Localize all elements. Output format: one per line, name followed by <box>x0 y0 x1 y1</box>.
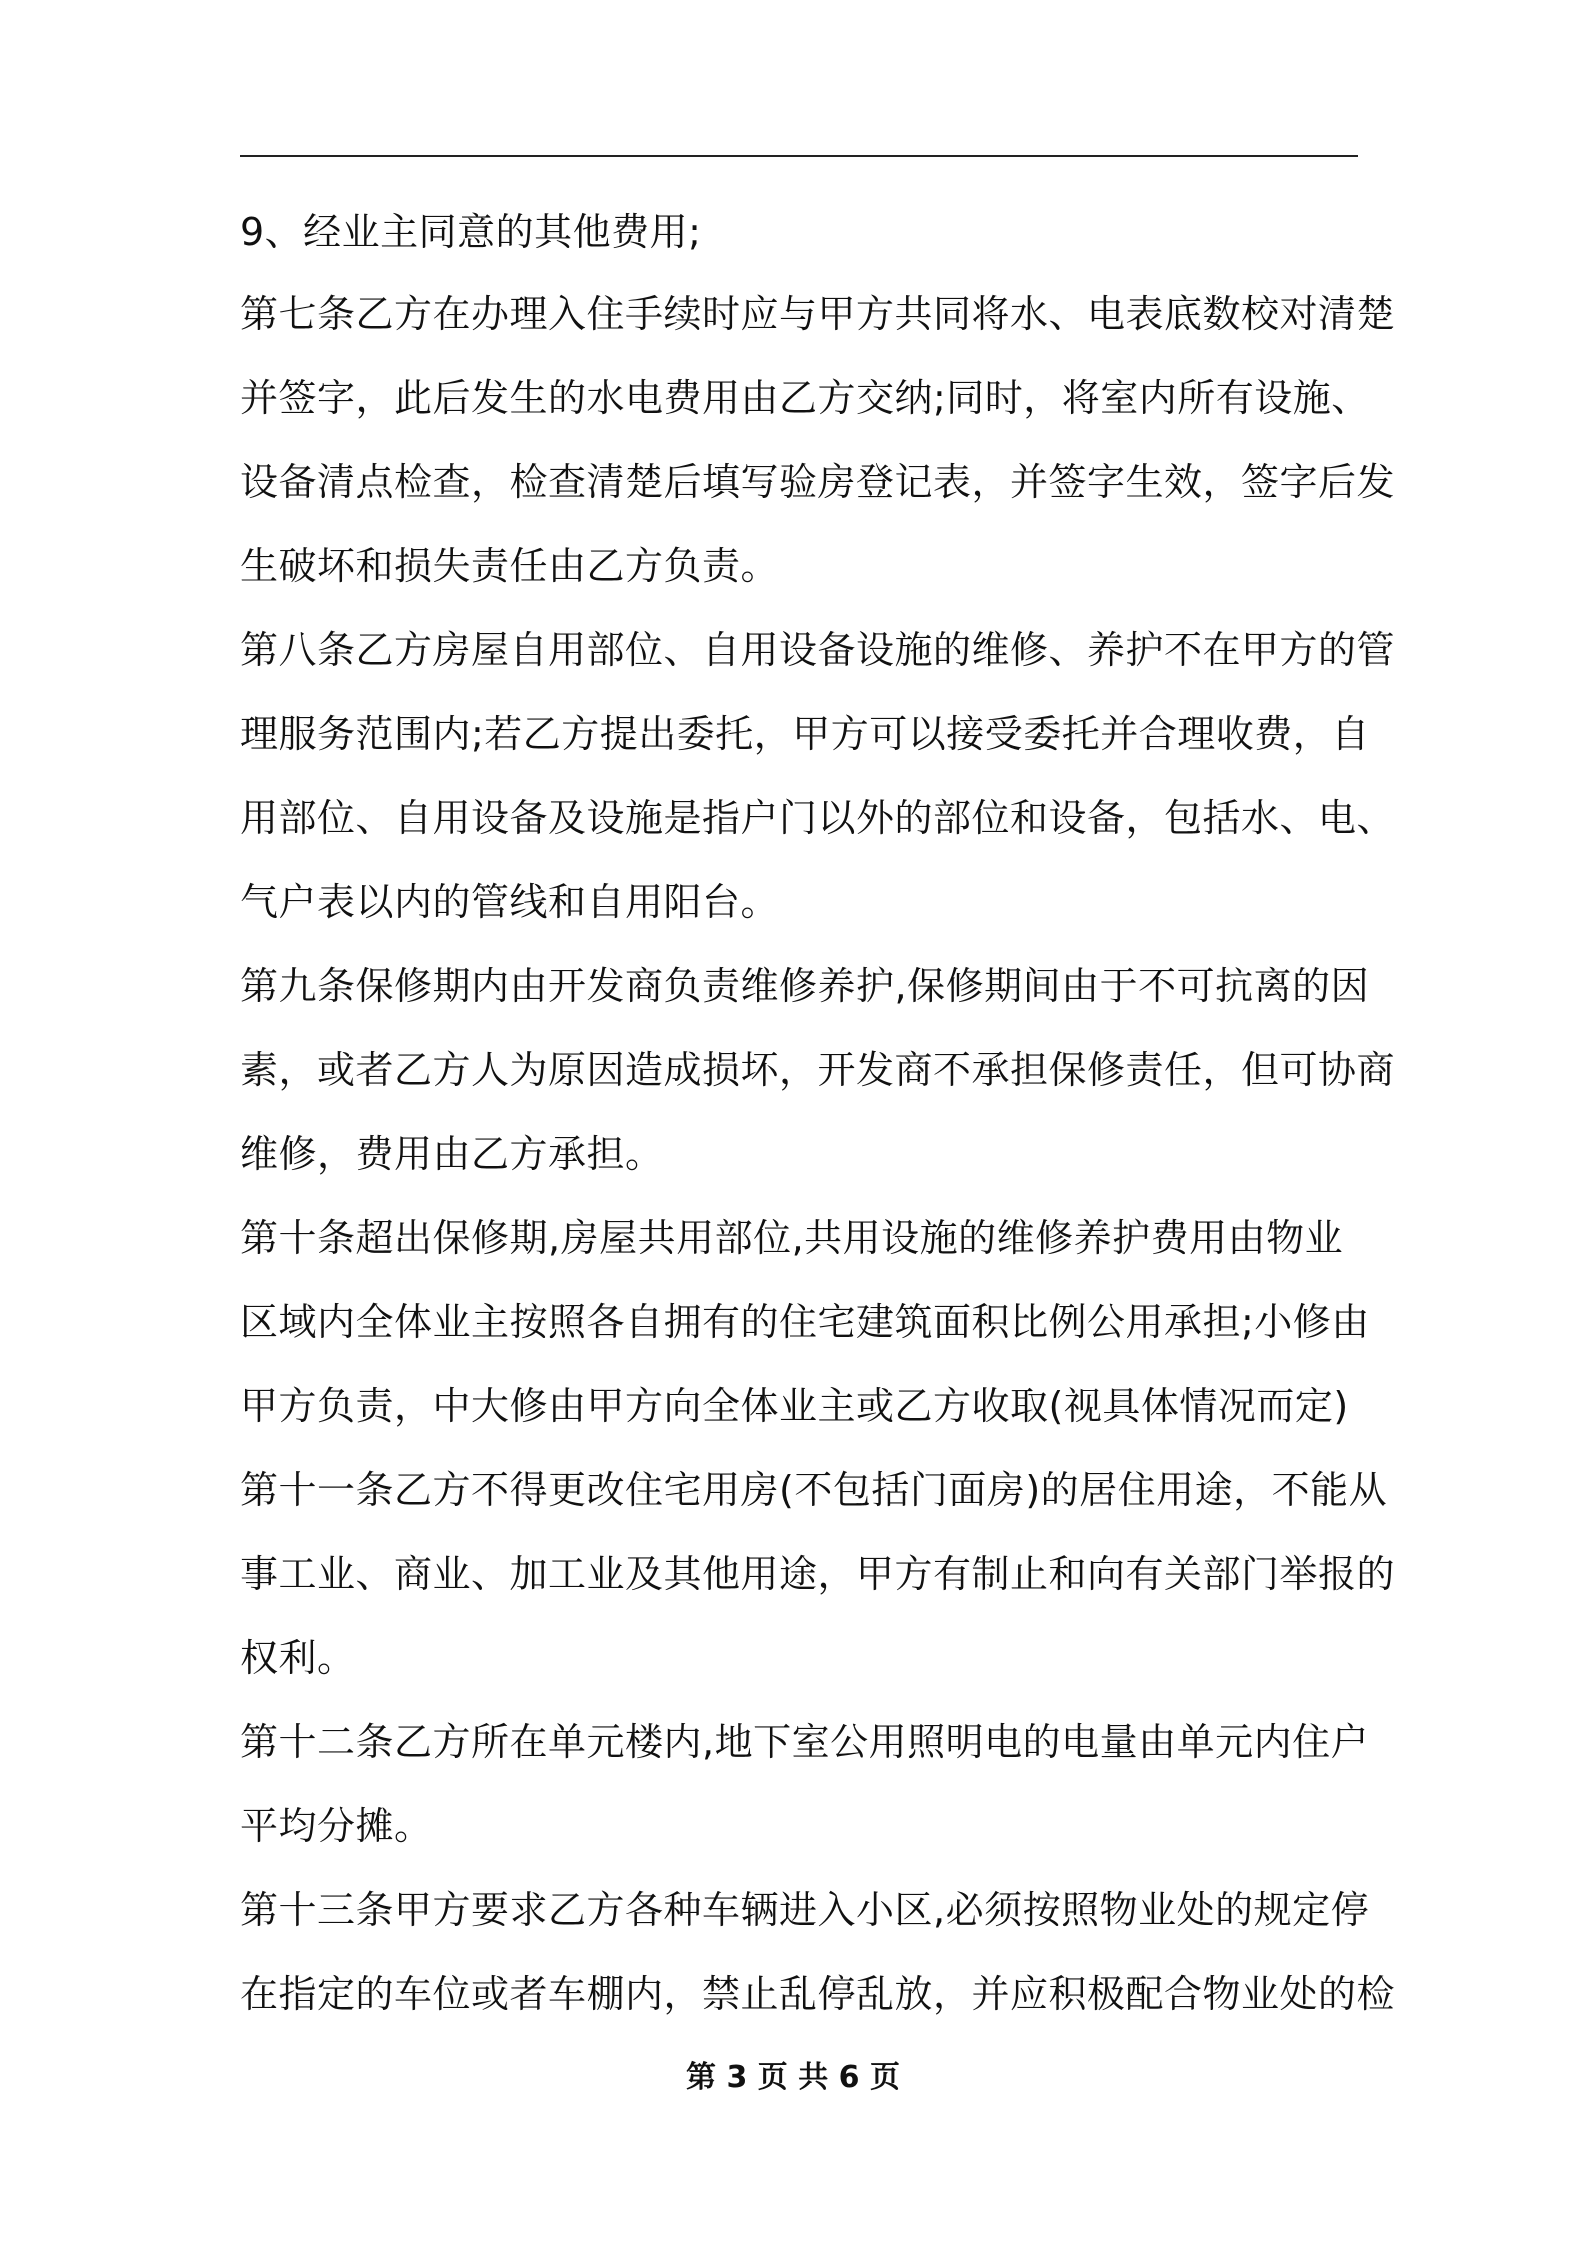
text-line: 第八条乙方房屋自用部位、自用设备设施的维修、养护不在甲方的管 <box>240 628 1396 672</box>
page-footer <box>0 2052 1586 2096</box>
text-line: 第七条乙方在办理入住手续时应与甲方共同将水、电表底数校对清楚 <box>240 292 1396 336</box>
header-rule <box>240 155 1358 157</box>
text-line: 9、经业主同意的其他费用; <box>240 210 702 254</box>
text-line: 平均分摊。 <box>240 1804 433 1848</box>
text-line: 并签字，此后发生的水电费用由乙方交纳;同时，将室内所有设施、 <box>240 376 1370 420</box>
text-line: 区域内全体业主按照各自拥有的住宅建筑面积比例公用承担;小修由 <box>240 1300 1370 1344</box>
text-line: 生破坏和损失责任由乙方负责。 <box>240 544 780 588</box>
text-line: 事工业、商业、加工业及其他用途，甲方有制止和向有关部门举报的 <box>240 1552 1396 1596</box>
text-line: 第九条保修期内由开发商负责维修养护,保修期间由于不可抗离的因 <box>240 964 1370 1008</box>
text-line: 设备清点检查，检查清楚后填写验房登记表，并签字生效，签字后发 <box>240 460 1396 504</box>
page-number: 第 3 页 共 6 页 <box>686 2060 900 2095</box>
text-line: 理服务范围内;若乙方提出委托，甲方可以接受委托并合理收费，自 <box>240 712 1370 756</box>
text-line: 权利。 <box>240 1636 356 1680</box>
text-line: 素，或者乙方人为原因造成损坏，开发商不承担保修责任，但可协商 <box>240 1048 1396 1092</box>
text-line: 甲方负责，中大修由甲方向全体业主或乙方收取(视具体情况而定) <box>240 1384 1349 1428</box>
text-line: 气户表以内的管线和自用阳台。 <box>240 880 780 924</box>
text-line: 维修，费用由乙方承担。 <box>240 1132 664 1176</box>
text-line: 用部位、自用设备及设施是指户门以外的部位和设备，包括水、电、 <box>240 796 1396 840</box>
document-body <box>240 192 1396 2036</box>
text-line: 第十二条乙方所在单元楼内,地下室公用照明电的电量由单元内住户 <box>240 1720 1370 1764</box>
text-line: 第十一条乙方不得更改住宅用房(不包括门面房)的居住用途，不能从 <box>240 1468 1388 1512</box>
text-line: 第十条超出保修期,房屋共用部位,共用设施的维修养护费用由物业 <box>240 1216 1344 1260</box>
text-line: 在指定的车位或者车棚内，禁止乱停乱放，并应积极配合物业处的检 <box>240 1972 1396 2016</box>
text-line: 第十三条甲方要求乙方各种车辆进入小区,必须按照物业处的规定停 <box>240 1888 1370 1932</box>
